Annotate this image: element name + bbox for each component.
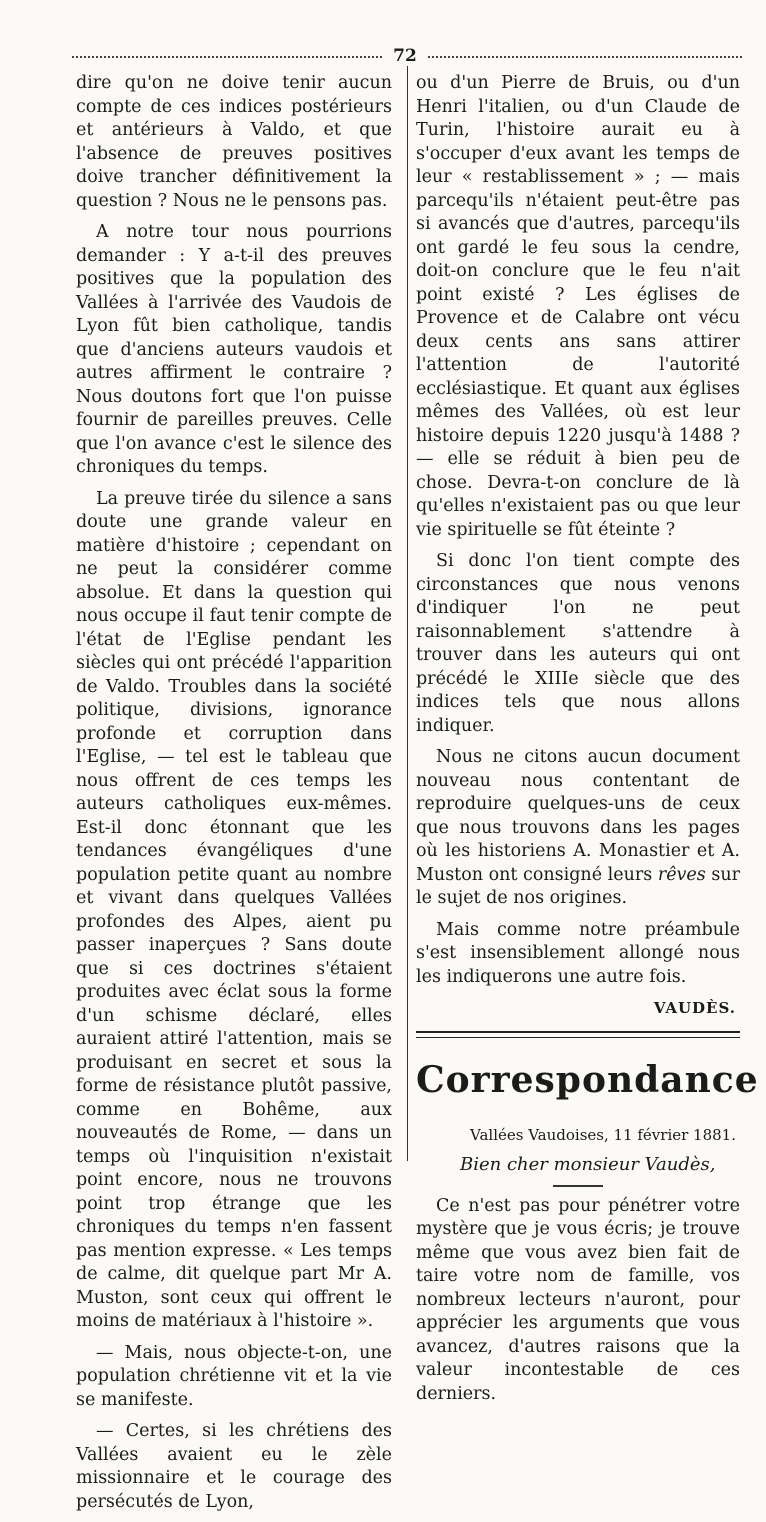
column-divider <box>407 66 408 1161</box>
left-column <box>76 72 392 1522</box>
paragraph-text: sur le sujet de nos origines. <box>416 864 740 908</box>
paragraph: ou d'un Pierre de Bruis, ou d'un Henri l'italien, ou d'un Claude de Turin, l'histoire aurait eu à s'occuper d'eux avant les temps de leur « restablissement » ; — mais parcequ'ils n'étaient peut-être pas si avancés que d'autres, parcequ'ils ont gardé le feu sous la cendre, doit-on conclure que le feu n'ait point existé ? Les églises de Provence et de Calabre ont vécu deux cents ans sans attirer l'attention de l'autorité ecclésiastique. Et quant aux églises mêmes des Vallées, où est leur histoire depuis 1220 jusqu'à 1488 ? — elle se réduit à bien peu de chose. Devra-t-on conclure de là qu'elles n'existaient pas ou que leur vie spirituelle se fût éteinte ? <box>416 73 740 540</box>
paragraph: La preuve tirée du silence a sans doute une grande valeur en matière d'histoire ; cependant on ne peut la considérer comme absolue. Et dans la question qui nous occupe il faut tenir compte de l'état de l'Eglise pendant les siècles qui ont précédé l'apparition de Valdo. Troubles dans la société politique, divisions, ignorance profonde et corruption dans l'Eglise, — tel est le tableau que nous offrent de ces temps les auteurs catholiques eux-mêmes. Est-il donc étonnant que les tendances évangéliques d'une population petite quant au nombre et vivant dans quelques Vallées profondes des Alpes, aient pu passer inaperçues ? Sans doute que si ces doctrines s'étaient produites avec éclat sous la forme d'un schisme déclaré, elles auraient attiré l'attention, mais se produisant en secret et sous la forme de résistance plutôt passive, comme en Bohême, aux nouveautés de Rome, — dans un temps où l'inquisition n'existait point encore, nous ne trouvons point trop étrange que les chroniques du temps n'en fassent pas mention expresse. « Les temps de calme, dit quelque part Mr A. Muston, sont ceux qui offrent le moins de matériaux à l'histoire ». <box>76 488 392 1331</box>
paragraph: Si donc l'on tient compte des circonstances que nous venons d'indiquer l'on ne peut raisonnablement s'attendre à trouver dans les auteurs qui ont précédé le XIIIe siècle que des indices tels que nous allons indiquer. <box>416 551 740 736</box>
paragraph: dire qu'on ne doive tenir aucun compte de ces indices postérieurs et antérieurs à Valdo, et que l'absence de preuves positives doive trancher définitivement la question ? Nous ne le pensons pas. <box>76 73 392 211</box>
paragraph: — Certes, si les chrétiens des Vallées avaient eu le zèle missionnaire et le courage des persécutés de Lyon, <box>76 1421 392 1512</box>
paragraph-text: Nous ne citons aucun document nouveau nous contentant de reproduire quelques-uns de ceux que nous trouvons dans les pages où les historiens A. Monastier et A. Muston ont consigné leurs <box>416 747 740 885</box>
letter-dateline: Vallées Vaudoises, 11 février 1881. <box>470 1125 736 1144</box>
page-number: 72 <box>393 46 417 66</box>
paragraph <box>416 746 740 911</box>
italic-word: rêves <box>657 864 706 885</box>
section-divider-thin <box>416 1037 740 1038</box>
section-divider <box>416 1031 740 1033</box>
header-rule-right <box>428 56 742 58</box>
section-title: Correspondance <box>416 1058 759 1101</box>
author-signature: VAUDÈS. <box>653 999 736 1017</box>
header-rule-left <box>72 56 382 58</box>
paragraph: Ce n'est pas pour pénétrer votre mystère que je vous écris; je trouve même que vous avez bien fait de taire votre nom de famille, vos nombreux lecteurs n'auront, pour apprécier les arguments que vous avancez, d'autres raisons que la valeur incontestable de ces derniers. <box>416 1195 740 1404</box>
short-divider <box>553 1185 603 1187</box>
letter-salutation: Bien cher monsieur Vaudès, <box>460 1154 716 1175</box>
paragraph: A notre tour nous pourrions demander : Y a-t-il des preuves positives que la population des Vallées à l'arrivée des Vaudois de Lyon fût bien catholique, tandis que d'anciens auteurs vaudois et autres affirment le contraire ? Nous doutons fort que l'on puisse fournir de pareilles preuves. Celle que l'on avance c'est le silence des chroniques du temps. <box>76 222 392 477</box>
paragraph: — Mais, nous objecte-t-on, une population chrétienne vit et la vie se manifeste. <box>76 1342 392 1410</box>
paragraph: Mais comme notre préambule s'est insensiblement allongé nous les indiquerons une autre fois. <box>416 919 740 987</box>
right-column <box>416 72 759 1414</box>
